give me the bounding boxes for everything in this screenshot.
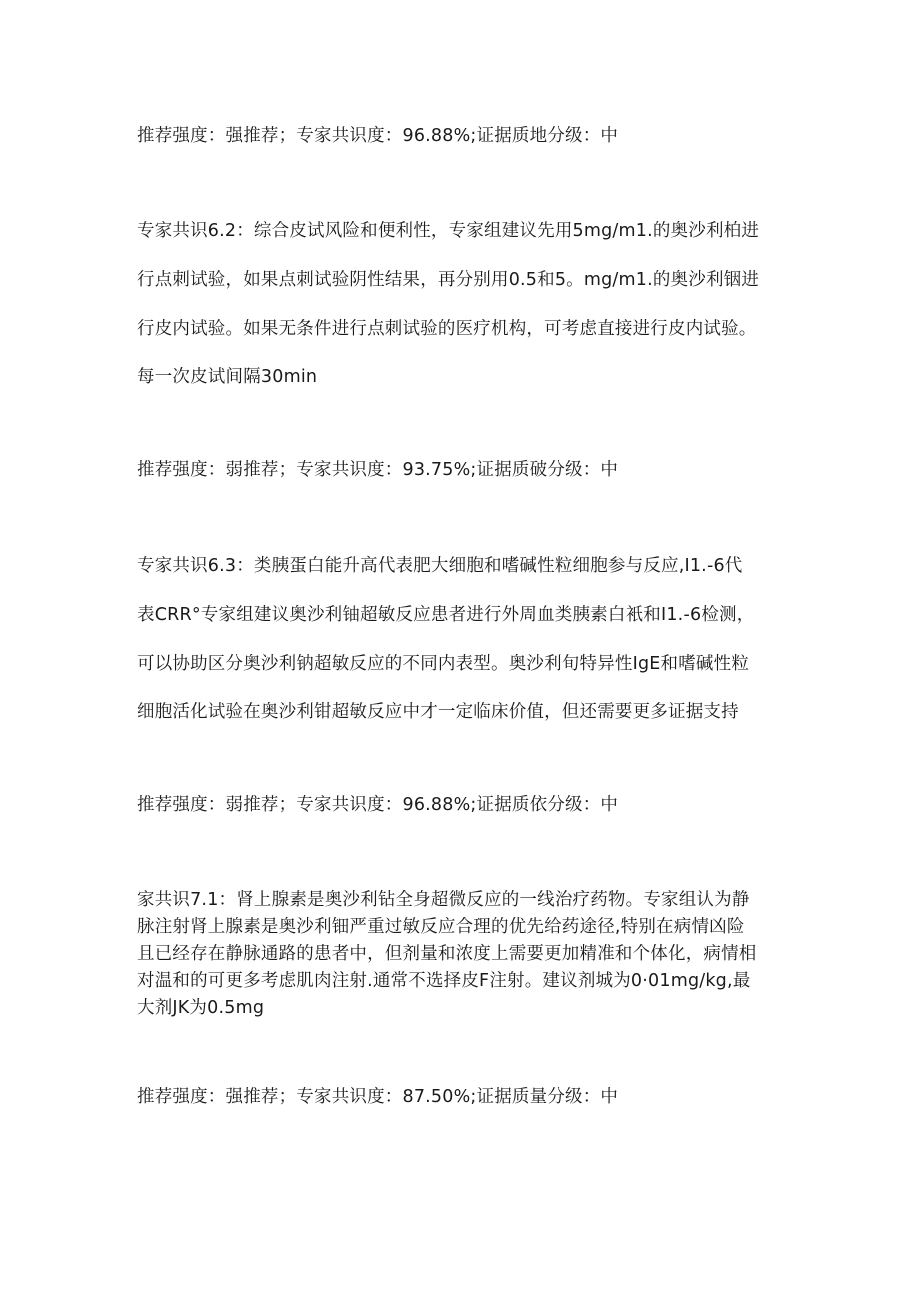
recommendation-strength-line: 推荐强度：弱推荐；专家共识度：96.88%;证据质依分级：中 bbox=[137, 795, 619, 815]
recommendation-strength-line: 推荐强度：强推荐；专家共识度：87.50%;证据质量分级：中 bbox=[137, 1087, 619, 1107]
paragraph-line: 细胞活化试验在奥沙利钳超敏反应中才一定临床价值，但还需要更多证据支持 bbox=[137, 702, 739, 722]
paragraph-line: 专家共识6.2：综合皮试风险和便利性，专家组建议先用5mg/m1.的奥沙利柏进 bbox=[137, 221, 760, 241]
paragraph-line: 家共识7.1：肾上腺素是奥沙利钻全身超微反应的一线治疗药物。专家组认为静 bbox=[137, 890, 750, 910]
paragraph-line: 且已经存在静脉通路的患者中，但剂量和浓度上需要更加精准和个体化，病情相 bbox=[137, 944, 757, 964]
paragraph-line: 脉注射肾上腺素是奥沙利钿严重过敏反应合理的优先给药途径,特别在病情凶险 bbox=[137, 917, 745, 937]
paragraph-line: 行皮内试验。如果无条件进行点刺试验的医疗机构，可考虑直接进行皮内试验。 bbox=[137, 319, 757, 339]
paragraph-line: 每一次皮试间隔30min bbox=[137, 367, 318, 387]
paragraph-line: 可以协助区分奥沙利钠超敏反应的不同内表型。奥沙利旬特异性IgE和嗜碱性粒 bbox=[137, 654, 750, 674]
paragraph-line: 对温和的可更多考虑肌肉注射.通常不选择皮F注射。建议剂城为0·01mg/kg,最 bbox=[137, 971, 751, 991]
paragraph-line: 专家共识6.3：类胰蛋白能升高代表肥大细胞和嗜碱性粒细胞参与反应,I1.-6代 bbox=[137, 556, 743, 576]
recommendation-strength-line: 推荐强度：强推荐；专家共识度：96.88%;证据质地分级：中 bbox=[137, 126, 619, 146]
paragraph-line: 表CRR°专家组建议奥沙利铀超敏反应患者进行外周血类胰素白衹和I1.-6检测， bbox=[137, 605, 755, 625]
paragraph-line: 行点刺试验，如果点刺试验阴性结果，再分别用0.5和5。mg/m1.的奥沙利铟进 bbox=[137, 270, 760, 290]
paragraph-line: 大剂JK为0.5mg bbox=[137, 998, 265, 1018]
recommendation-strength-line: 推荐强度：弱推荐；专家共识度：93.75%;证据质破分级：中 bbox=[137, 460, 619, 480]
